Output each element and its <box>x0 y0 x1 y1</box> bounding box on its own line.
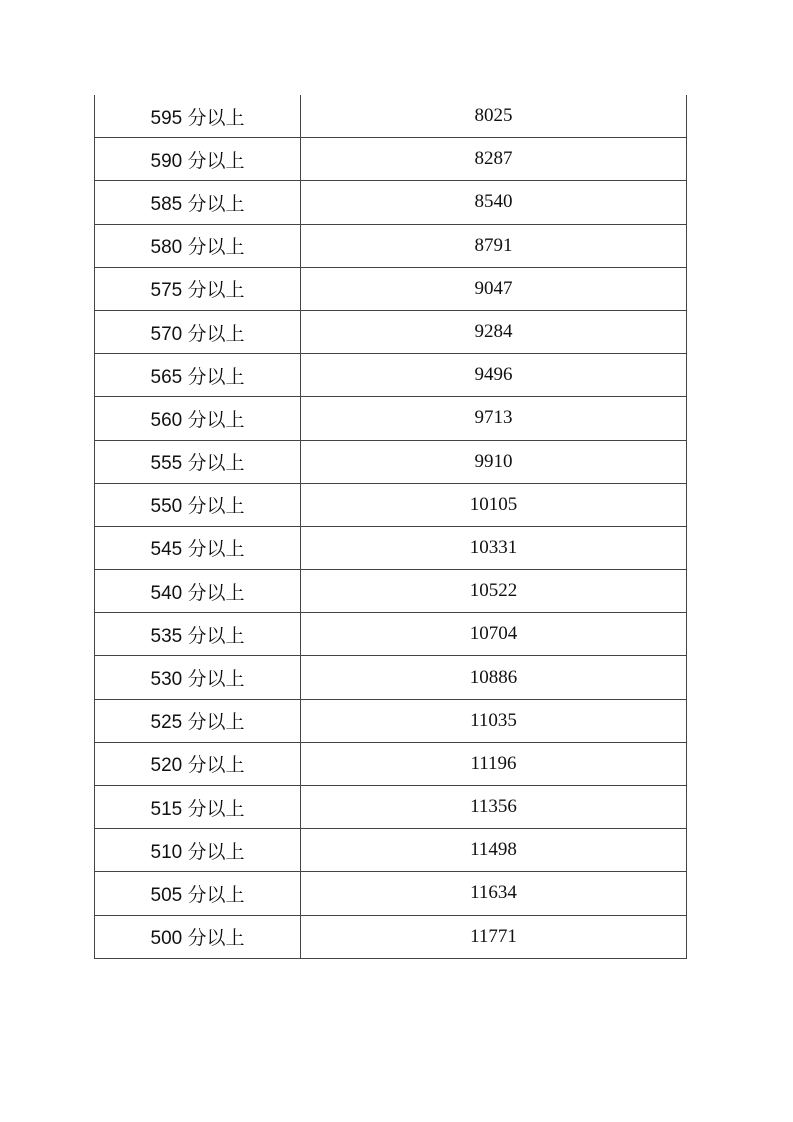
table-row <box>95 526 687 569</box>
score-threshold-cell: 565 分以上 <box>95 354 301 397</box>
cumulative-count-cell: 10704 <box>301 613 687 656</box>
cumulative-count-cell: 11771 <box>301 915 687 958</box>
table-row <box>95 613 687 656</box>
table-row <box>95 354 687 397</box>
table-row <box>95 310 687 353</box>
table-row <box>95 786 687 829</box>
table-row <box>95 829 687 872</box>
cumulative-count-cell: 10522 <box>301 570 687 613</box>
cumulative-count-cell: 9713 <box>301 397 687 440</box>
table-row <box>95 267 687 310</box>
score-threshold-cell: 575 分以上 <box>95 267 301 310</box>
score-table <box>94 95 687 959</box>
cumulative-count-cell: 11498 <box>301 829 687 872</box>
table-row <box>95 656 687 699</box>
cumulative-count-cell: 9047 <box>301 267 687 310</box>
table-row <box>95 397 687 440</box>
table-row <box>95 699 687 742</box>
cumulative-count-cell: 9284 <box>301 310 687 353</box>
score-threshold-cell: 555 分以上 <box>95 440 301 483</box>
score-threshold-cell: 520 分以上 <box>95 742 301 785</box>
score-threshold-cell: 545 分以上 <box>95 526 301 569</box>
score-threshold-cell: 500 分以上 <box>95 915 301 958</box>
score-threshold-cell: 505 分以上 <box>95 872 301 915</box>
score-threshold-cell: 595 分以上 <box>95 95 301 138</box>
table-row <box>95 742 687 785</box>
score-threshold-cell: 585 分以上 <box>95 181 301 224</box>
score-threshold-cell: 510 分以上 <box>95 829 301 872</box>
score-threshold-cell: 550 分以上 <box>95 483 301 526</box>
cumulative-count-cell: 10331 <box>301 526 687 569</box>
score-threshold-cell: 560 分以上 <box>95 397 301 440</box>
score-table-body <box>95 95 687 958</box>
table-row <box>95 440 687 483</box>
cumulative-count-cell: 11035 <box>301 699 687 742</box>
cumulative-count-cell: 10886 <box>301 656 687 699</box>
score-threshold-cell: 525 分以上 <box>95 699 301 742</box>
table-row <box>95 181 687 224</box>
table-row <box>95 95 687 138</box>
cumulative-count-cell: 11196 <box>301 742 687 785</box>
cumulative-count-cell: 8791 <box>301 224 687 267</box>
score-threshold-cell: 590 分以上 <box>95 138 301 181</box>
cumulative-count-cell: 8540 <box>301 181 687 224</box>
cumulative-count-cell: 8025 <box>301 95 687 138</box>
cumulative-count-cell: 9910 <box>301 440 687 483</box>
table-row <box>95 872 687 915</box>
table-row <box>95 570 687 613</box>
table-row <box>95 915 687 958</box>
cumulative-count-cell: 9496 <box>301 354 687 397</box>
cumulative-count-cell: 11356 <box>301 786 687 829</box>
score-threshold-cell: 530 分以上 <box>95 656 301 699</box>
cumulative-count-cell: 11634 <box>301 872 687 915</box>
table-row <box>95 224 687 267</box>
table-row <box>95 483 687 526</box>
score-threshold-cell: 540 分以上 <box>95 570 301 613</box>
score-threshold-cell: 515 分以上 <box>95 786 301 829</box>
cumulative-count-cell: 10105 <box>301 483 687 526</box>
score-threshold-cell: 570 分以上 <box>95 310 301 353</box>
score-threshold-cell: 580 分以上 <box>95 224 301 267</box>
table-row <box>95 138 687 181</box>
score-threshold-cell: 535 分以上 <box>95 613 301 656</box>
cumulative-count-cell: 8287 <box>301 138 687 181</box>
